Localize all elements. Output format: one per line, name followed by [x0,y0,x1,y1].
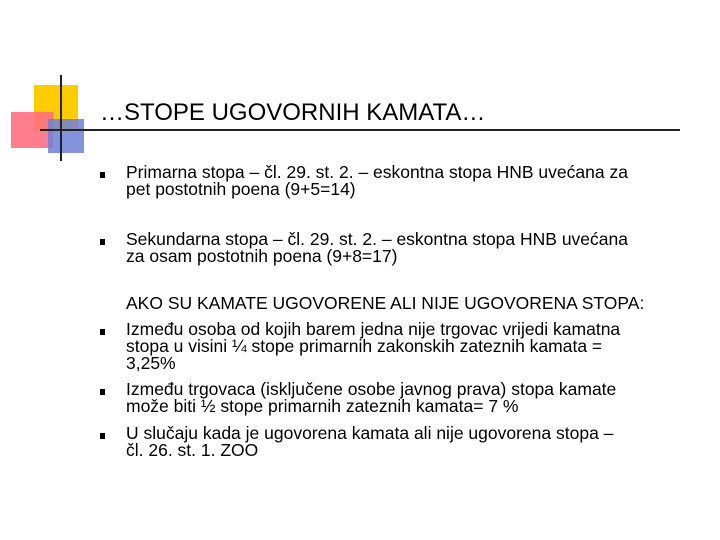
item-line: stopa u visini ¼ stope primarnih zakonskih zateznih kamata = [126,336,603,356]
item-line: čl. 26. st. 1. ZOO [126,440,259,460]
item-line: za osam postotnih poena (9+8=17) [126,246,398,266]
list-item [126,425,706,459]
item-line: Između osoba od kojih barem jedna nije trgovac vrijedi kamatna [126,319,621,339]
bullet-square-icon [100,172,105,178]
item-line: 3,25% [126,353,176,373]
item-line: U slučaju kada je ugovorena kamata ali nije ugovorena stopa – [126,423,614,443]
item-line: Primarna stopa – čl. 29. st. 2. – eskontna stopa HNB uvećana za [126,162,628,182]
decor-vertical-line [60,75,62,161]
item-line: pet postotnih poena (9+5=14) [126,179,356,199]
subheading-text: AKO SU KAMATE UGOVORENE ALI NIJE UGOVORENA STOPA: [126,293,645,313]
list-item [126,164,706,198]
list-item [126,321,706,372]
item-line: Sekundarna stopa – čl. 29. st. 2. – eskontna stopa HNB uvećana [126,229,628,249]
title-underline [40,129,680,131]
bullet-square-icon [100,433,105,439]
bullet-square-icon [100,239,105,245]
bullet-square-icon [100,389,105,395]
item-line: Između trgovaca (isključene osobe javnog prava) stopa kamate [126,379,617,399]
item-line: može biti ½ stope primarnih zateznih kamata= 7 % [126,396,519,416]
decor-blue-square [48,119,84,153]
bullet-square-icon [100,329,105,335]
list-item [126,381,706,415]
slide-title: …STOPE UGOVORNIH KAMATA… [100,99,486,126]
subheading [126,295,706,312]
list-item [126,231,706,265]
